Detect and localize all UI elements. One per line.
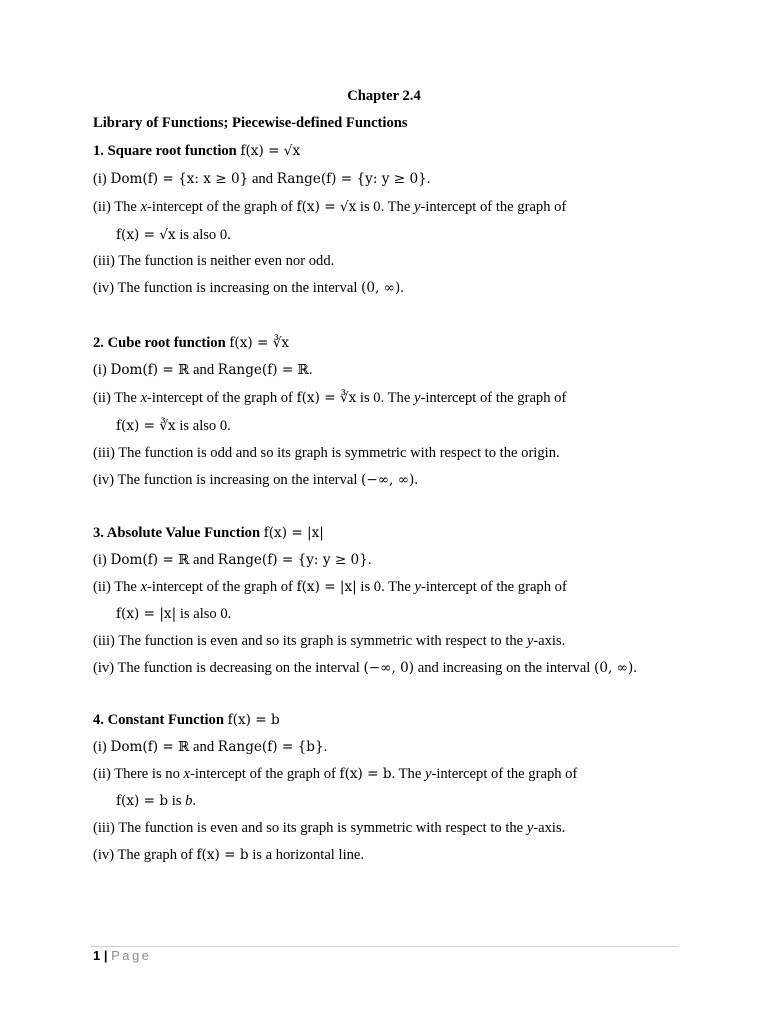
and-text: and: [193, 739, 215, 755]
period: .: [414, 472, 418, 488]
domain-formula: Dom(f) = {x: x ≥ 0}: [110, 171, 249, 187]
chapter-title: Chapter 2.4: [347, 88, 421, 104]
heading-formula: f(x) = |x|: [263, 525, 324, 541]
period: .: [426, 171, 431, 187]
var-y: y: [526, 820, 534, 836]
s2-item-ii-cont: [116, 416, 231, 436]
heading-text: 1. Square root function: [93, 143, 237, 159]
s1-item-i: [93, 169, 430, 189]
var-y: y: [414, 579, 421, 595]
formula: f(x) = |x|: [116, 606, 177, 622]
var-x: x: [140, 579, 148, 595]
period: .: [400, 280, 404, 296]
range-formula: Range(f) = {y: y ≥ 0}: [217, 552, 368, 568]
s4-item-ii: [93, 764, 577, 784]
s4-item-i: [93, 737, 327, 757]
s1-item-ii: [93, 197, 566, 217]
text: (ii) The: [93, 390, 137, 406]
var-y: y: [424, 766, 432, 782]
page-number: 1: [93, 948, 101, 963]
item-label: (i): [93, 362, 107, 378]
s4-item-iv: [93, 845, 364, 865]
var-x: x: [183, 766, 191, 782]
heading-text: 4. Constant Function: [93, 712, 224, 728]
text: (iv) The graph of: [93, 847, 193, 863]
s3-item-iii: [93, 631, 565, 651]
formula: f(x) = b: [196, 847, 249, 863]
formula: f(x) = √x: [296, 199, 357, 215]
page-footer: [93, 947, 152, 965]
text: -intercept of the graph of: [420, 390, 567, 406]
item-label: (i): [93, 552, 107, 568]
and-text: and: [193, 552, 215, 568]
var-x: x: [140, 390, 148, 406]
text: -intercept of the graph of: [420, 199, 567, 215]
text: -intercept of the graph of: [190, 766, 336, 782]
text: -intercept of the graph of: [147, 199, 293, 215]
formula: f(x) = |x|: [296, 579, 357, 595]
s2-item-ii: [93, 388, 566, 408]
domain-formula: Dom(f) = ℝ: [110, 552, 190, 568]
s1-item-iv: [93, 278, 404, 298]
var-y: y: [413, 199, 421, 215]
domain-formula: Dom(f) = ℝ: [110, 362, 190, 378]
period: .: [323, 739, 328, 755]
page-separator: |: [103, 948, 108, 963]
text: -axis.: [533, 820, 566, 836]
interval: (−∞, ∞): [361, 472, 415, 488]
formula: f(x) = b: [339, 766, 392, 782]
s3-item-i: [93, 550, 372, 570]
var-y: y: [413, 390, 421, 406]
heading-text: 3. Absolute Value Function: [93, 525, 261, 541]
item-label: (i): [93, 171, 107, 187]
text: is 0. The: [359, 199, 411, 215]
s2-item-iv: [93, 470, 418, 490]
text: -intercept of the graph of: [420, 579, 567, 595]
and-text: and: [193, 362, 215, 378]
text: -intercept of the graph of: [147, 390, 293, 406]
s3-item-iv: [93, 658, 637, 678]
formula: f(x) = ∛x: [296, 390, 357, 406]
text: is also 0.: [179, 606, 232, 622]
range-formula: Range(f) = ℝ: [217, 362, 309, 378]
s4-item-iii: [93, 818, 565, 838]
heading-formula: f(x) = √x: [240, 143, 301, 159]
s3-item-ii: [93, 577, 567, 597]
s2-item-i: [93, 360, 313, 380]
and-text: and: [251, 171, 274, 187]
period: .: [367, 552, 372, 568]
var-y: y: [526, 633, 534, 649]
var-x: x: [140, 199, 148, 215]
section-subtitle: Library of Functions; Piecewise-defined Functions: [93, 115, 408, 131]
text: (iv) The function is increasing on the interval: [93, 280, 358, 296]
s2-item-iii: (iii) The function is odd and so its graph is symmetric with respect to the origin.: [93, 445, 560, 461]
section-heading-square-root: [93, 141, 300, 161]
text: -axis.: [533, 633, 566, 649]
period: .: [308, 362, 313, 378]
text: (ii) The: [93, 199, 137, 215]
range-formula: Range(f) = {y: y ≥ 0}: [276, 171, 427, 187]
footer-divider: [91, 946, 678, 947]
text: (ii) The: [93, 579, 137, 595]
text: -intercept of the graph of: [147, 579, 293, 595]
interval: (−∞, 0): [363, 660, 415, 676]
formula: f(x) = ∛x: [116, 418, 176, 434]
text: is 0. The: [359, 390, 411, 406]
text: (iv) The function is decreasing on the interval: [93, 660, 360, 676]
text: -intercept of the graph of: [431, 766, 578, 782]
range-formula: Range(f) = {b}: [217, 739, 324, 755]
text: is: [171, 793, 182, 809]
var-b: b: [185, 793, 193, 809]
heading-formula: f(x) = b: [227, 712, 280, 728]
period: .: [633, 660, 637, 676]
section-heading-absolute-value: [93, 523, 324, 543]
text: . The: [391, 766, 422, 782]
text: is also 0.: [179, 418, 231, 434]
s1-item-ii-cont: [116, 225, 231, 245]
formula: f(x) = b: [116, 793, 169, 809]
text: and increasing on the interval: [417, 660, 591, 676]
s3-item-ii-cont: [116, 604, 231, 624]
formula: f(x) = √x: [116, 227, 176, 243]
interval: (0, ∞): [594, 660, 634, 676]
text: (iii) The function is even and so its graph is symmetric with respect to the: [93, 633, 524, 649]
text: is 0. The: [360, 579, 411, 595]
period: .: [192, 793, 197, 809]
heading-formula: f(x) = ∛x: [229, 335, 290, 351]
text: is a horizontal line.: [252, 847, 365, 863]
section-heading-cube-root: [93, 333, 289, 353]
s1-item-iii: (iii) The function is neither even nor odd.: [93, 253, 335, 269]
page-label: Page: [111, 948, 152, 963]
text: (iv) The function is increasing on the interval: [93, 472, 358, 488]
s4-item-ii-cont: [116, 791, 196, 811]
section-heading-constant: [93, 710, 280, 730]
text: (iii) The function is even and so its graph is symmetric with respect to the: [93, 820, 524, 836]
item-label: (i): [93, 739, 107, 755]
text: is also 0.: [179, 227, 231, 243]
interval: (0, ∞): [361, 280, 401, 296]
heading-text: 2. Cube root function: [93, 335, 226, 351]
text: (ii) There is no: [93, 766, 180, 782]
domain-formula: Dom(f) = ℝ: [110, 739, 190, 755]
